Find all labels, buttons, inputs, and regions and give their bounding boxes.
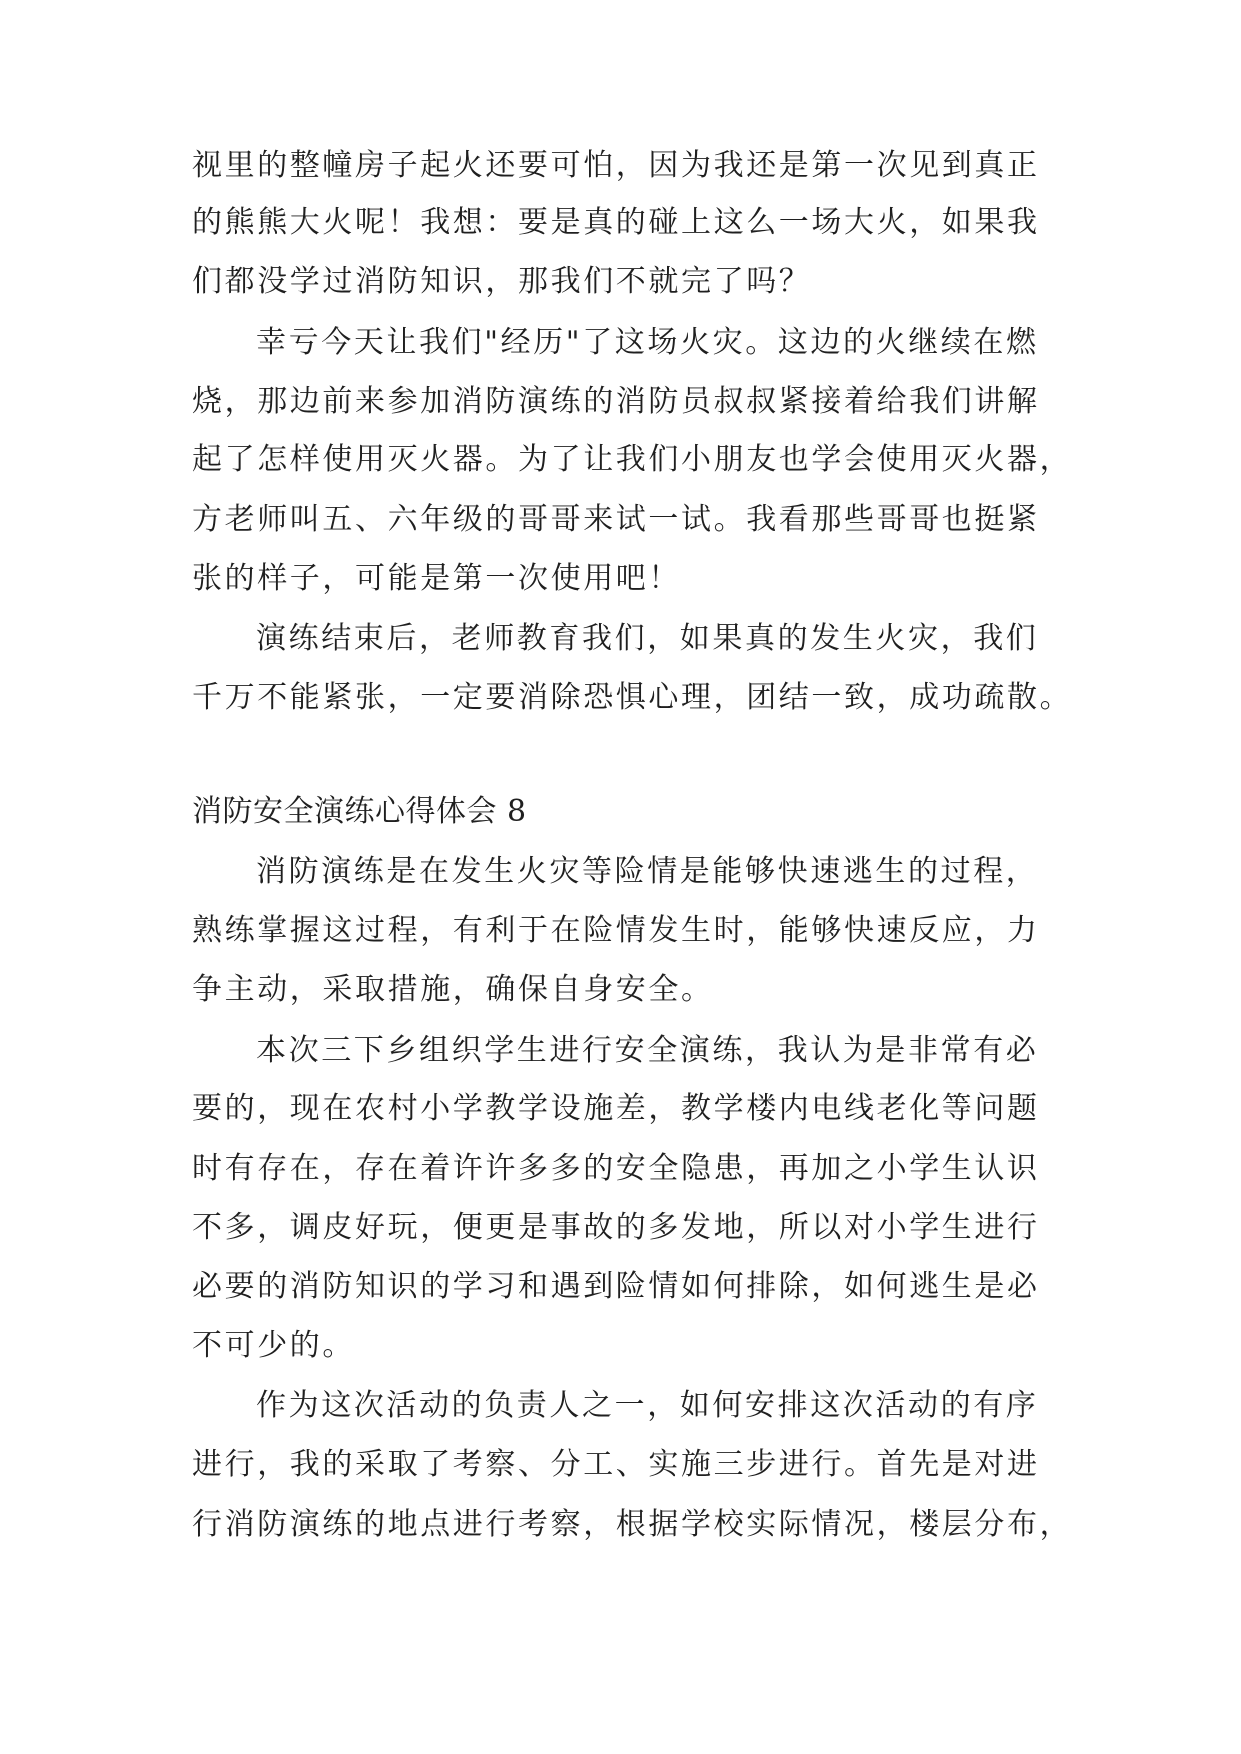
paragraph-first-line: 本次三下乡组织学生进行安全演练，我认为是非常有必	[256, 1033, 1039, 1068]
text-line: 熟练掌握这过程，有利于在险情发生时，能够快速反应，力	[192, 913, 1040, 948]
text-line: 烧，那边前来参加消防演练的消防员叔叔紧接着给我们讲解	[192, 384, 1040, 419]
text-line: 行消防演练的地点进行考察，根据学校实际情况，楼层分布，	[192, 1507, 1073, 1542]
paragraph-first-line: 作为这次活动的负责人之一，如何安排这次活动的有序	[256, 1388, 1039, 1423]
paragraph-first-line: 消防演练是在发生火灾等险情是能够快速逃生的过程，	[256, 854, 1039, 889]
text-line: 要的，现在农村小学教学设施差，教学楼内电线老化等问题	[192, 1091, 1040, 1126]
text-line: 必要的消防知识的学习和遇到险情如何排除，如何逃生是必	[192, 1269, 1040, 1304]
text-line: 不多，调皮好玩，便更是事故的多发地，所以对小学生进行	[192, 1210, 1040, 1245]
section-heading: 消防安全演练心得体会 8	[192, 794, 527, 829]
text-line: 不可少的。	[192, 1328, 355, 1363]
text-line: 时有存在，存在着许许多多的安全隐患，再加之小学生认识	[192, 1151, 1040, 1186]
text-line: 的熊熊大火呢！我想：要是真的碰上这么一场大火，如果我	[192, 205, 1040, 240]
text-line: 张的样子，可能是第一次使用吧！	[192, 561, 681, 596]
paragraph-first-line: 演练结束后，老师教育我们，如果真的发生火灾，我们	[256, 621, 1039, 656]
text-line: 进行，我的采取了考察、分工、实施三步进行。首先是对进	[192, 1447, 1040, 1482]
text-line: 视里的整幢房子起火还要可怕，因为我还是第一次见到真正	[192, 148, 1040, 183]
text-line: 千万不能紧张，一定要消除恐惧心理，团结一致，成功疏散。	[192, 680, 1073, 715]
text-line: 争主动，采取措施，确保自身安全。	[192, 972, 714, 1007]
text-line: 方老师叫五、六年级的哥哥来试一试。我看那些哥哥也挺紧	[192, 502, 1040, 537]
paragraph-first-line: 幸亏今天让我们"经历"了这场火灾。这边的火继续在燃	[256, 325, 1039, 360]
text-line: 们都没学过消防知识，那我们不就完了吗？	[192, 264, 812, 299]
text-line: 起了怎样使用灭火器。为了让我们小朋友也学会使用灭火器，	[192, 442, 1073, 477]
